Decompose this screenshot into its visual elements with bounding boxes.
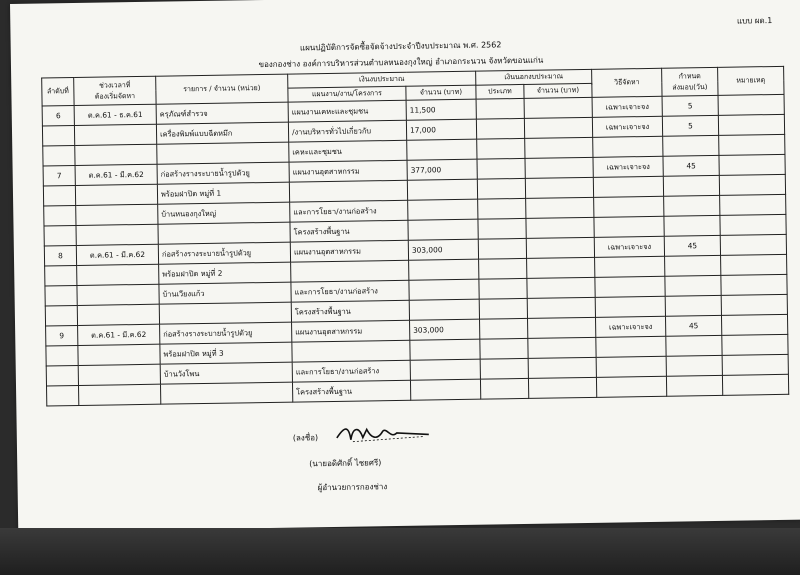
cell-item [160,382,292,404]
cell-amount: 11,500 [406,99,476,120]
cell-oamt [527,297,595,318]
cell-period [77,284,159,305]
cell-oamt [528,377,596,398]
cell-remark [721,314,787,335]
sign-label: (ลงชื่อ) [292,433,319,443]
cell-type [478,198,526,219]
cell-item [159,302,291,324]
cell-amount [407,179,477,200]
cell-oamt [526,217,594,238]
cell-type [479,258,527,279]
cell-item: ก่อสร้างรางระบายน้ำรูปตัวยู [157,162,289,184]
cell-no [46,365,78,386]
cell-oamt [526,237,594,258]
cell-amount [407,139,477,160]
cell-no [44,225,76,246]
cell-no [42,126,74,147]
cell-period [74,124,156,145]
cell-remark [718,94,784,115]
cell-remark [719,154,785,175]
cell-item: พร้อมฝาปิด หมู่ที่ 2 [159,262,291,284]
cell-amount: 303,000 [410,319,480,340]
cell-type [478,238,526,259]
header-deadline-line2: ส่งมอบ(วัน) [672,82,708,92]
cell-oamt [528,337,596,358]
cell-amount: 303,000 [408,239,478,260]
cell-remark [719,134,785,155]
cell-method [593,176,663,197]
cell-days: 5 [662,95,718,116]
procurement-table [41,66,789,407]
cell-days [664,195,720,216]
signer-name: (นายอดิศักดิ์ ไชยศรี) [309,458,382,469]
document-subtitle: ของกองช่าง องค์การบริหารส่วนตำบลหนองกุงใหญ่ อำเภอกระนวน จังหวัดขอนแก่น [258,55,544,70]
header-offbudget-type: ประเภท [476,84,524,99]
cell-method [595,276,665,297]
cell-method [595,296,665,317]
cell-no [46,345,78,366]
cell-period [75,184,157,205]
cell-remark [722,354,788,375]
cell-item: พร้อมฝาปิด หมู่ที่ 1 [157,182,289,204]
cell-type [476,98,524,119]
cell-plan: โครงสร้างพื้นฐาน [292,380,410,402]
cell-item: บ้านเวียงแก้ว [159,282,291,304]
cell-remark [721,254,787,275]
cell-period [75,144,157,165]
cell-days: 5 [662,115,718,136]
cell-period [76,224,158,245]
cell-no [45,305,77,326]
cell-plan: และการโยธา/งานก่อสร้าง [291,280,409,302]
cell-amount [410,379,480,400]
header-budget-plan: แผนงาน/งาน/โครงการ [288,86,406,102]
cell-oamt [524,117,592,138]
cell-oamt [527,277,595,298]
cell-days [665,275,721,296]
cell-amount [410,359,480,380]
cell-no [45,265,77,286]
cell-plan: โครงสร้างพื้นฐาน [290,220,408,242]
cell-type [479,278,527,299]
document-title: แผนปฏิบัติการจัดซื้อจัดจ้างประจำปีงบประมาณ พ.ศ. 2562 [299,40,502,53]
cell-item: เครื่องพิมพ์แบบฉีดหมึก [156,122,288,144]
cell-days [666,375,722,396]
cell-plan: และการโยธา/งานก่อสร้าง [292,360,410,382]
cell-plan: แผนงานอุตสาหกรรม [290,240,408,262]
cell-period [76,204,158,225]
cell-item: ก่อสร้างรางระบายน้ำรูปตัวยู [160,322,292,344]
cell-amount [409,279,479,300]
cell-no: 7 [43,165,75,186]
header-no: ลำดับที่ [42,78,74,106]
cell-method: เฉพาะเจาะจง [594,236,664,257]
cell-period: ต.ค.61 - ธ.ค.61 [74,104,156,125]
cell-plan: โครงสร้างพื้นฐาน [291,300,409,322]
cell-plan [292,340,410,362]
cell-no: 9 [46,325,78,346]
cell-plan [291,260,409,282]
cell-period [78,364,160,385]
cell-days [666,335,722,356]
cell-amount [408,219,478,240]
cell-period [79,384,161,405]
cell-period [77,264,159,285]
cell-days: 45 [663,155,719,176]
cell-item [157,142,289,164]
cell-plan: เคหะและชุมชน [289,140,407,162]
cell-method [594,196,664,217]
cell-method [596,356,666,377]
cell-period: ต.ค.61 - มี.ค.62 [75,164,157,185]
cell-type [479,298,527,319]
cell-oamt [528,317,596,338]
cell-method [595,256,665,277]
header-deadline [662,67,718,96]
cell-plan: และการโยธา/งานก่อสร้าง [290,200,408,222]
cell-no [44,205,76,226]
cell-days [663,175,719,196]
cell-no: 6 [42,106,74,127]
cell-amount [409,259,479,280]
cell-type [477,138,525,159]
cell-item: พร้อมฝาปิด หมู่ที่ 3 [160,342,292,364]
header-deadline-line1: กำหนด [678,71,701,81]
cell-method: เฉพาะเจาะจง [592,116,662,137]
header-budget-amount: จำนวน (บาท) [406,85,476,100]
cell-method [596,376,666,397]
cell-no: 8 [44,245,76,266]
cell-remark [722,374,788,395]
cell-amount: 377,000 [407,159,477,180]
cell-oamt [525,157,593,178]
cell-item: ครุภัณฑ์สำรวจ [156,102,288,124]
cell-oamt [526,197,594,218]
header-offbudget: เงินนอกงบประมาณ [476,69,592,85]
cell-amount [409,299,479,320]
cell-type [477,158,525,179]
header-items: รายการ / จำนวน (หน่วย) [156,74,288,104]
header-period [74,76,156,105]
cell-method [593,136,663,157]
cell-type [480,318,528,339]
cell-amount: 17,000 [406,119,476,140]
form-code: แบบ ผด.1 [736,16,773,26]
cell-plan: /งานบริหารทั่วไปเกี่ยวกับ [288,120,406,142]
header-method: วิธีจัดหา [592,68,662,97]
table-body [42,94,789,406]
signer-position: ผู้อำนวยการกองช่าง [317,482,388,493]
cell-days [664,215,720,236]
cell-period [78,344,160,365]
cell-days [665,255,721,276]
header-period-line2: ต้องเริ่มจัดหา [94,91,136,101]
cell-days [665,295,721,316]
cell-no [43,146,75,167]
cell-days [663,135,719,156]
cell-remark [721,274,787,295]
handwritten-signature [333,422,443,446]
cell-oamt [525,177,593,198]
cell-amount [410,339,480,360]
cell-type [476,118,524,139]
cell-method: เฉพาะเจาะจง [595,316,665,337]
cell-days: 45 [664,235,720,256]
cell-plan [289,180,407,202]
cell-days: 45 [665,315,721,336]
cell-type [478,218,526,239]
cell-type [480,358,528,379]
cell-method [596,336,666,357]
header-budget: เงินงบประมาณ [288,71,476,88]
cell-remark [720,234,786,255]
cell-remark [718,114,784,135]
cell-oamt [524,97,592,118]
cell-plan: แผนงานอุตสาหกรรม [292,320,410,342]
cell-remark [722,334,788,355]
header-remark: หมายเหตุ [718,66,784,95]
cell-item: บ้านวังโพน [160,362,292,384]
cell-item: ก่อสร้างรางระบายน้ำรูปตัวยู [158,242,290,264]
header-offbudget-amount: จำนวน (บาท) [524,83,592,98]
cell-plan: แผนงานเคหะและชุมชน [288,100,406,122]
cell-no [45,285,77,306]
header-period-line1: ช่วงเวลาที่ [99,80,131,90]
cell-amount [408,199,478,220]
cell-period [77,304,159,325]
cell-remark [720,214,786,235]
cell-no [47,385,79,406]
cell-days [666,355,722,376]
background-surface [0,528,800,575]
cell-plan: แผนงานอุตสาหกรรม [289,160,407,182]
cell-remark [721,294,787,315]
cell-oamt [525,137,593,158]
document-page [10,0,800,532]
cell-remark [719,174,785,195]
cell-method: เฉพาะเจาะจง [593,156,663,177]
cell-period: ต.ค.61 - มี.ค.62 [76,244,158,265]
cell-type [480,338,528,359]
cell-period: ต.ค.61 - มี.ค.62 [78,324,160,345]
cell-method [594,216,664,237]
cell-no [43,185,75,206]
cell-oamt [528,357,596,378]
cell-remark [720,194,786,215]
cell-item [158,222,290,244]
cell-method: เฉพาะเจาะจง [592,96,662,117]
cell-type [480,378,528,399]
cell-oamt [527,257,595,278]
cell-item: บ้านหนองกุงใหญ่ [158,202,290,224]
cell-type [477,178,525,199]
